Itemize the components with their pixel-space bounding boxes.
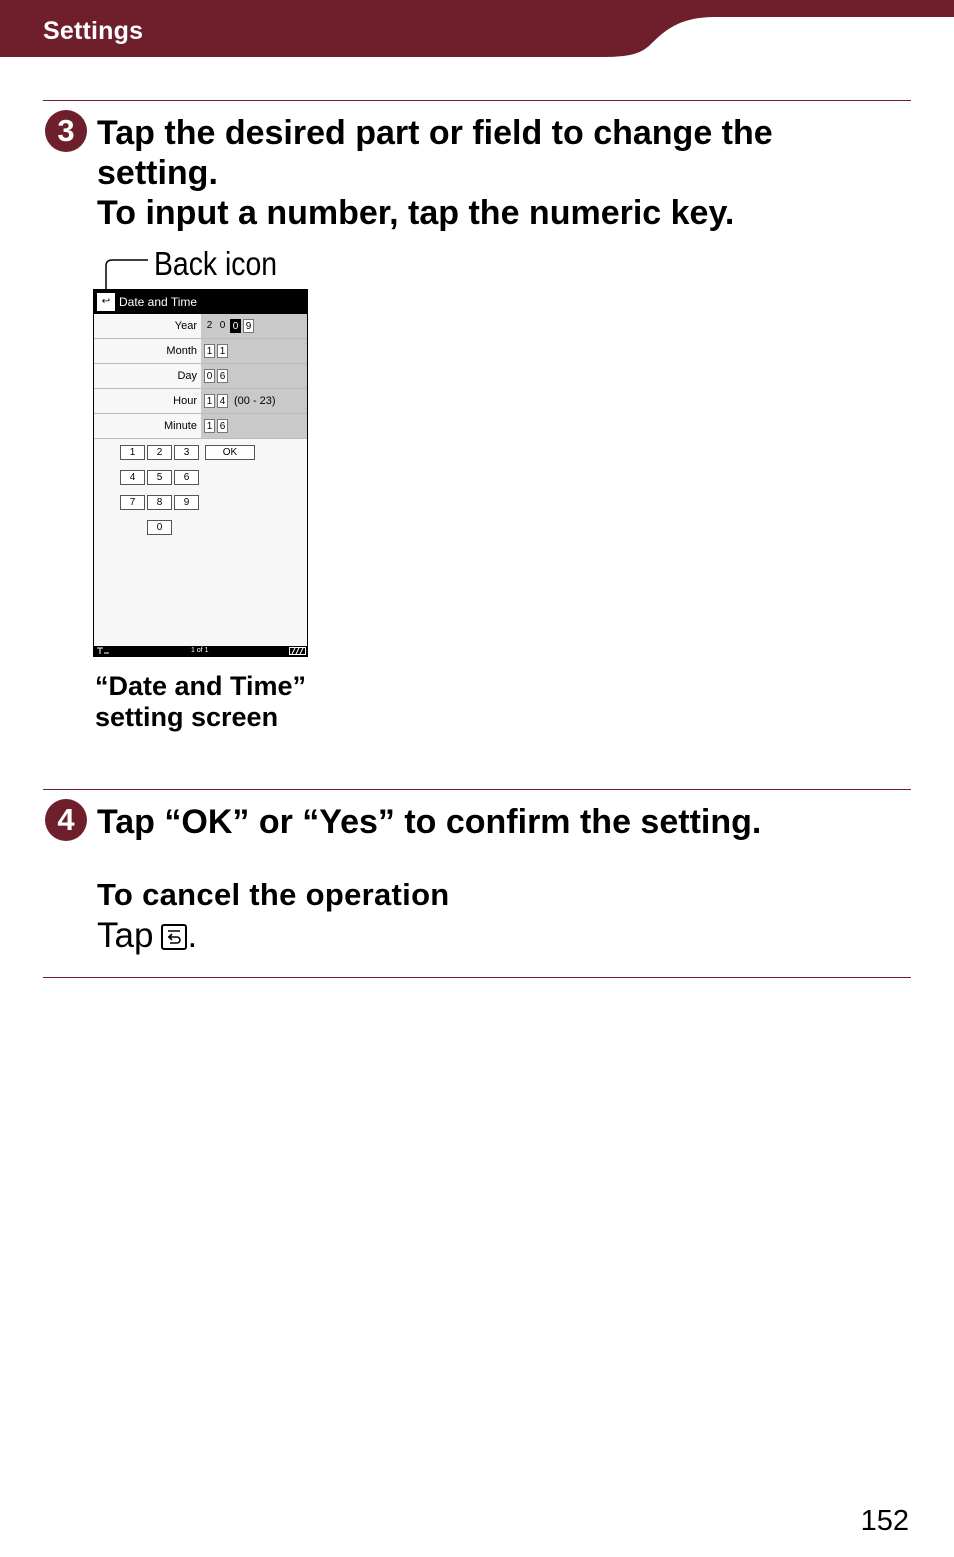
- screen-title-bar: [94, 290, 308, 314]
- tap-word: Tap: [97, 916, 154, 955]
- tap-period: .: [187, 916, 198, 955]
- day-digit-1[interactable]: 0: [204, 369, 215, 383]
- day-digit-2[interactable]: 6: [217, 369, 228, 383]
- step4-badge: 4: [45, 799, 87, 841]
- hour-digit-1[interactable]: 1: [204, 394, 215, 408]
- screen-caption: [95, 671, 306, 733]
- step3-line2: setting.: [97, 154, 218, 192]
- key-1[interactable]: 1: [120, 445, 145, 460]
- month-field[interactable]: [201, 339, 308, 363]
- hour-field[interactable]: [201, 389, 308, 413]
- back-icon-callout: Back icon: [154, 245, 278, 282]
- minute-digit-1[interactable]: 1: [204, 419, 215, 433]
- day-label: Day: [177, 370, 197, 382]
- key-9[interactable]: 9: [174, 495, 199, 510]
- signal-icon: [96, 647, 110, 655]
- caption-line2: setting screen: [95, 702, 279, 732]
- day-field[interactable]: [201, 364, 308, 388]
- status-bar: [94, 646, 308, 656]
- cancel-heading: To cancel the operation: [97, 877, 450, 912]
- hour-range: (00 - 23): [234, 395, 276, 407]
- month-label: Month: [166, 345, 197, 357]
- battery-icon: [289, 647, 307, 655]
- date-time-screen: [93, 289, 308, 657]
- screen-title: Date and Time: [119, 295, 198, 309]
- minute-field[interactable]: [201, 414, 308, 438]
- step3-divider: [43, 100, 911, 101]
- year-field[interactable]: [201, 314, 308, 338]
- key-3[interactable]: 3: [174, 445, 199, 460]
- bottom-divider: [43, 977, 911, 978]
- step3-instruction: [97, 113, 773, 233]
- year-digit-1[interactable]: 2: [206, 320, 213, 331]
- key-7[interactable]: 7: [120, 495, 145, 510]
- header-title: Settings: [43, 17, 144, 45]
- key-2[interactable]: 2: [147, 445, 172, 460]
- page-indicator: 1 of 1: [191, 647, 209, 654]
- back-icon-inline: [161, 924, 187, 950]
- hour-row[interactable]: [94, 389, 308, 414]
- hour-digit-2[interactable]: 4: [217, 394, 228, 408]
- key-4[interactable]: 4: [120, 470, 145, 485]
- day-row[interactable]: [94, 364, 308, 389]
- year-digit-2[interactable]: 0: [219, 320, 226, 331]
- caption-line1: “Date and Time”: [95, 671, 307, 701]
- key-0[interactable]: 0: [147, 520, 172, 535]
- key-8[interactable]: 8: [147, 495, 172, 510]
- step3-line3: To input a number, tap the numeric key.: [97, 194, 735, 232]
- step4-divider: [43, 789, 911, 790]
- step4-instruction: Tap “OK” or “Yes” to confirm the setting.: [97, 803, 762, 841]
- minute-row[interactable]: [94, 414, 308, 439]
- minute-digit-2[interactable]: 6: [217, 419, 228, 433]
- hour-label: Hour: [173, 395, 197, 407]
- key-5[interactable]: 5: [147, 470, 172, 485]
- month-digit-1[interactable]: 1: [204, 344, 215, 358]
- month-digit-2[interactable]: 1: [217, 344, 228, 358]
- month-row[interactable]: [94, 339, 308, 364]
- back-icon[interactable]: ↩: [97, 293, 115, 311]
- year-label: Year: [174, 320, 197, 332]
- cancel-instruction: [97, 916, 197, 956]
- step3-line1: Tap the desired part or field to change the: [97, 114, 773, 152]
- key-6[interactable]: 6: [174, 470, 199, 485]
- minute-label: Minute: [163, 420, 197, 432]
- ok-button[interactable]: OK: [205, 445, 255, 460]
- step3-badge: 3: [45, 110, 87, 152]
- year-row[interactable]: [94, 314, 308, 339]
- year-digit-3[interactable]: 0: [230, 319, 241, 333]
- page-number: 152: [860, 1505, 909, 1537]
- year-digit-4[interactable]: 9: [243, 319, 254, 333]
